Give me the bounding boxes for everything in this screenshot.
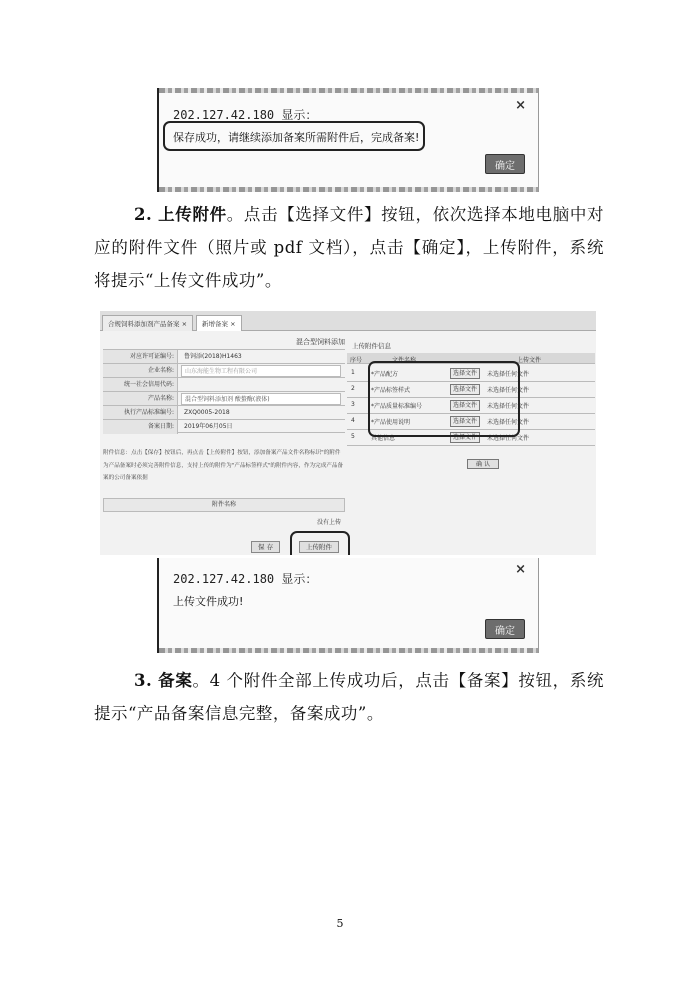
- step-3-heading: 备案: [158, 671, 193, 690]
- row-status: 未选择任何文件: [487, 419, 530, 426]
- step-2-text: 。点击【选择文件】按钮，依次选择本地电脑中对应的附件文件（照片或 pdf 文档），点击【确定】，上传附件，系统将提示“上传文件成功”。: [94, 205, 605, 290]
- row-status: 未选择任何文件: [487, 371, 530, 378]
- form-row: [103, 405, 345, 419]
- step-3-number: 3.: [134, 671, 153, 690]
- attachment-header: 附件名称: [103, 498, 345, 512]
- choose-file-button[interactable]: 选择文件: [450, 432, 480, 443]
- filing-form: [103, 335, 345, 553]
- field-label: 统一社会信用代码:: [103, 378, 178, 392]
- form-row: [103, 363, 345, 377]
- tab-product-filing[interactable]: 合规饲料添加剂产品备案 ×: [102, 315, 193, 331]
- filing-form-screenshot: [100, 311, 596, 555]
- field-value: ZXQ0005-2018: [184, 409, 230, 416]
- row-file-name: *产品使用说明: [371, 419, 411, 426]
- row-index: 1: [351, 369, 355, 376]
- col-file-name: 文件名称: [392, 357, 417, 364]
- form-row: [103, 391, 345, 405]
- save-success-dialog: [157, 88, 539, 192]
- attachment-note: 附件信息：点击【保存】按钮后，再点击【上传附件】按钮，添加备案产品文件名称标识"的附件为产品备案时必须完善附件信息，支持上传的附件为"产品标签样式"的附件内容，作为完成产品备案的公司备案依据: [103, 450, 344, 481]
- row-index: 4: [351, 417, 355, 424]
- highlight-box: [290, 531, 350, 555]
- step-3-text: 。4 个附件全部上传成功后，点击【备案】按钮，系统提示“产品备案信息完整，备案成功”。: [94, 671, 605, 723]
- row-index: 5: [351, 433, 355, 440]
- field-value: [181, 379, 341, 391]
- row-index: 2: [351, 385, 355, 392]
- dialog-title: 202.127.42.180 显示：: [173, 572, 318, 586]
- form-row: [103, 419, 345, 433]
- dialog-message: 保存成功，请继续添加备案所需附件后，完成备案!: [173, 131, 420, 144]
- save-button[interactable]: 保 存: [251, 541, 280, 553]
- step-2-heading: 上传附件: [158, 205, 227, 224]
- field-label: 产品名称:: [103, 392, 178, 406]
- scrap-bottom: [159, 187, 538, 192]
- field-label: 备案日期:: [103, 420, 178, 434]
- choose-file-button[interactable]: 选择文件: [450, 384, 480, 395]
- close-icon[interactable]: ×: [515, 562, 526, 577]
- row-file-name: *产品标签样式: [371, 387, 411, 394]
- upload-success-dialog: [157, 558, 539, 653]
- no-upload-text: 没有上传: [316, 519, 341, 526]
- confirm-button[interactable]: 确 认: [467, 459, 499, 469]
- row-file-name: 其他信息: [371, 435, 396, 442]
- upload-attachment-button[interactable]: 上传附件: [299, 541, 339, 553]
- highlight-box: [368, 361, 520, 437]
- field-label: 对应许可证编号:: [103, 350, 178, 364]
- upload-panel-title: 上传附件信息: [352, 342, 391, 350]
- product-name-field[interactable]: 混合型饲料添加剂 酸螯酶(液体): [181, 393, 341, 405]
- tab-new-filing[interactable]: 新增备案 ×: [196, 315, 242, 331]
- col-index: 序号: [350, 357, 363, 364]
- close-icon[interactable]: ×: [515, 98, 526, 113]
- choose-file-button[interactable]: 选择文件: [450, 368, 480, 379]
- dialog-title: 202.127.42.180 显示：: [173, 108, 318, 122]
- row-status: 未选择任何文件: [487, 403, 530, 410]
- field-value: 2019年06月05日: [184, 423, 233, 430]
- field-label: 企业名称:: [103, 364, 178, 378]
- row-status: 未选择任何文件: [487, 435, 530, 442]
- step-3-paragraph: [94, 664, 604, 730]
- step-2-number: 2.: [134, 205, 153, 224]
- row-file-name: *产品配方: [371, 371, 399, 378]
- dialog-message: 上传文件成功!: [173, 595, 244, 608]
- choose-file-button[interactable]: 选择文件: [450, 416, 480, 427]
- company-name-field[interactable]: 山东海能生物工程有限公司: [181, 365, 341, 377]
- choose-file-button[interactable]: 选择文件: [450, 400, 480, 411]
- scrap-bottom: [159, 648, 538, 653]
- step-2-paragraph: [94, 198, 604, 297]
- form-row: [103, 377, 345, 391]
- page-number: 5: [336, 917, 344, 930]
- scrap-top: [159, 88, 538, 93]
- form-row: [103, 349, 345, 363]
- row-status: 未选择任何文件: [487, 387, 530, 394]
- field-label: 执行产品标准编号:: [103, 406, 178, 420]
- ok-button[interactable]: 确定: [485, 619, 525, 639]
- tab-bar: [100, 311, 596, 331]
- form-title: 混合型饲料添加: [296, 338, 345, 346]
- row-file-name: *产品质量标准编号: [371, 403, 423, 410]
- col-upload-file: 上传文件: [517, 357, 542, 364]
- field-value: 鲁饲添(2018)H1463: [184, 353, 242, 360]
- row-index: 3: [351, 401, 355, 408]
- ok-button[interactable]: 确定: [485, 154, 525, 174]
